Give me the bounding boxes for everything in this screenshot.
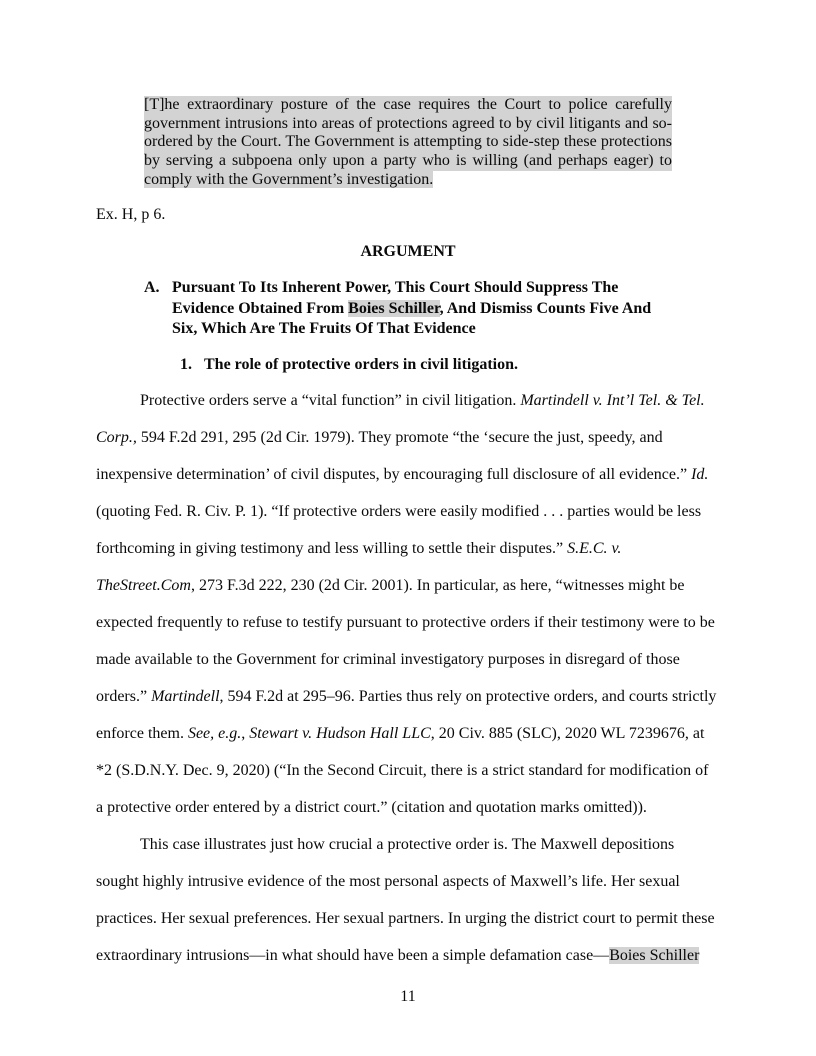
text-segment: by serving a subpoena only upon a party who is willing (and perhaps eager) to bbox=[144, 152, 672, 170]
text-line bbox=[96, 789, 720, 826]
text-segment: Evidence Obtained From bbox=[172, 299, 349, 317]
text-segment: forthcoming in giving testimony and less willing to settle their disputes.” bbox=[96, 540, 568, 557]
section-a-title bbox=[172, 278, 651, 340]
text-segment: enforce them. bbox=[96, 725, 188, 742]
text-segment: inexpensive determination’ of civil disputes, by encouraging full disclosure of all evidence.” bbox=[96, 466, 692, 483]
text-segment: , 594 F.2d at 295–96. Parties thus rely on protective orders, and courts strictly bbox=[219, 688, 717, 705]
text-line bbox=[96, 715, 720, 752]
subsection-1-title: The role of protective orders in civil litigation. bbox=[204, 356, 519, 373]
text-line bbox=[144, 96, 672, 115]
paragraph-2 bbox=[96, 826, 720, 974]
text-line bbox=[96, 419, 720, 456]
text-segment: practices. Her sexual preferences. Her sexual partners. In urging the district court to permit these bbox=[96, 910, 715, 927]
text-segment: Pursuant To Its Inherent Power, This Court Should Suppress The bbox=[172, 279, 619, 296]
text-segment: expected frequently to refuse to testify pursuant to protective orders if their testimony were to be bbox=[96, 614, 715, 631]
text-segment: government intrusions into areas of protections agreed to by civil litigants and so- bbox=[144, 114, 672, 132]
text-segment: , And Dismiss Counts Five And bbox=[439, 299, 652, 317]
text-line bbox=[96, 826, 720, 863]
subsection-1-marker: 1. bbox=[180, 356, 192, 373]
body-text bbox=[96, 382, 720, 974]
italic-text: Corp., bbox=[96, 429, 137, 446]
text-segment: made available to the Government for criminal investigatory purposes in disregard of those bbox=[96, 651, 680, 668]
italic-text: Martindell v. Int’l Tel. & Tel. bbox=[520, 392, 705, 409]
exhibit-reference: Ex. H, p 6. bbox=[96, 206, 166, 223]
text-line bbox=[144, 133, 672, 152]
italic-text: Stewart v. Hudson Hall LLC bbox=[249, 725, 431, 742]
section-a-marker: A. bbox=[144, 279, 160, 296]
text-line bbox=[96, 382, 720, 419]
text-line bbox=[96, 752, 720, 789]
block-quote bbox=[144, 96, 672, 190]
text-line bbox=[96, 456, 720, 493]
text-line bbox=[172, 299, 651, 320]
text-line bbox=[96, 678, 720, 715]
text-segment: a protective order entered by a district court.” (citation and quotation marks omitted)). bbox=[96, 799, 647, 816]
highlighted-text: Boies Schiller bbox=[609, 947, 700, 964]
text-segment: comply with the Government’s investigation. bbox=[144, 170, 434, 188]
italic-text: Id. bbox=[691, 466, 709, 483]
italic-text: TheStreet.Com bbox=[96, 577, 191, 594]
highlighted-text: Boies Schiller bbox=[348, 299, 440, 317]
text-line bbox=[144, 152, 672, 171]
text-line bbox=[96, 530, 720, 567]
text-segment: orders.” bbox=[96, 688, 152, 705]
page-number: 11 bbox=[400, 988, 416, 1005]
text-line bbox=[172, 278, 651, 299]
text-segment: This case illustrates just how crucial a protective order is. The Maxwell depositions bbox=[140, 836, 675, 853]
text-segment: , 273 F.3d 222, 230 (2d Cir. 2001). In particular, as here, “witnesses might be bbox=[190, 577, 685, 594]
text-segment: Protective orders serve a “vital function” in civil litigation. bbox=[140, 392, 521, 409]
text-segment: sought highly intrusive evidence of the most personal aspects of Maxwell’s life. Her sexual bbox=[96, 873, 680, 890]
text-segment: , 20 Civ. 885 (SLC), 2020 WL 7239676, at bbox=[430, 725, 705, 742]
italic-text: See, e.g. bbox=[187, 725, 242, 742]
text-segment: (quoting Fed. R. Civ. P. 1). “If protective orders were easily modified . . . parties would be less bbox=[96, 503, 702, 520]
text-segment: [T]he extraordinary posture of the case requires the Court to police carefully bbox=[144, 96, 672, 113]
text-line bbox=[96, 641, 720, 678]
text-line bbox=[96, 937, 720, 974]
subsection-1-heading bbox=[180, 355, 680, 375]
italic-text: Martindell bbox=[151, 688, 220, 705]
text-segment: 594 F.2d 291, 295 (2d Cir. 1979). They promote “the ‘secure the just, speedy, and bbox=[136, 429, 663, 446]
text-line bbox=[96, 493, 720, 530]
text-segment: Six, Which Are The Fruits Of That Evidence bbox=[172, 320, 476, 337]
text-line bbox=[144, 115, 672, 134]
section-a-heading bbox=[144, 278, 684, 340]
paragraph-1 bbox=[96, 382, 720, 826]
italic-text: S.E.C. v. bbox=[567, 540, 622, 557]
argument-heading: ARGUMENT bbox=[360, 243, 456, 260]
text-line bbox=[144, 171, 672, 190]
text-line bbox=[172, 319, 651, 340]
text-line bbox=[96, 604, 720, 641]
text-line bbox=[96, 863, 720, 900]
text-segment: *2 (S.D.N.Y. Dec. 9, 2020) (“In the Second Circuit, there is a strict standard for modification of bbox=[96, 762, 709, 779]
text-line bbox=[96, 567, 720, 604]
text-line bbox=[96, 900, 720, 937]
text-segment: extraordinary intrusions—in what should have been a simple defamation case— bbox=[96, 947, 610, 964]
text-segment: ordered by the Court. The Government is attempting to side-step these protections bbox=[144, 133, 672, 151]
text-segment: , bbox=[241, 725, 250, 742]
